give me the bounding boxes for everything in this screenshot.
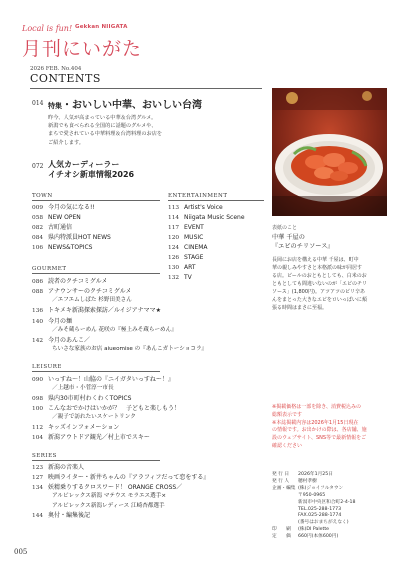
colophon-row (272, 472, 396, 479)
colophon-value: (株)DI Palette (298, 527, 330, 533)
colophon-key: 企画・編集 (272, 485, 296, 491)
section-divider (32, 460, 160, 461)
toc-item[interactable] (32, 464, 84, 472)
toc-item[interactable] (32, 424, 119, 432)
toc-item[interactable] (32, 288, 132, 304)
toc-page: 113 (168, 205, 180, 211)
toc-subtitle: ／みそ蔵らーめん 花咲の『極上みそ蔵らーめん』 (52, 327, 177, 333)
toc-page: 082 (32, 225, 44, 231)
cover-name-line: 『エビのチリソース』 (272, 242, 334, 250)
toc-page: 106 (32, 245, 44, 251)
toc-title: MUSIC (184, 234, 204, 241)
toc-title: EVENT (184, 224, 204, 231)
colophon-row (272, 500, 396, 507)
toc-page: 058 (32, 215, 44, 221)
cover-body-line: ともとしても間違いないのが「エビのチリ (272, 281, 368, 287)
feature-title-text: おいしい中華、おいしい台湾 (72, 100, 202, 111)
toc-item[interactable] (32, 224, 72, 232)
toc-title: 県内特派員HOT NEWS (48, 234, 111, 241)
toc-title: 古町通信 (48, 224, 73, 231)
toc-item[interactable] (32, 376, 174, 392)
toc-page: 104 (32, 435, 44, 441)
toc-title: キッズインフォメーション (48, 424, 120, 431)
toc-page: 088 (32, 289, 44, 295)
colophon-value: (番号はおまちがえなく) (298, 520, 349, 526)
feature-tag: 特集 (48, 102, 62, 110)
cover-body-line: る店。ビールのおともとしても、白米のお (272, 273, 367, 279)
toc-title: NEW OPEN (48, 214, 81, 221)
toc-item[interactable] (32, 244, 92, 252)
toc-title: Artist's Voice (184, 204, 223, 211)
toc-subtitle: アルビレックス新潟 マテウス モラエス選手× (52, 493, 167, 499)
toc-page: 124 (168, 245, 180, 251)
colophon-row (272, 534, 396, 541)
toc-item[interactable] (32, 337, 207, 353)
toc-title: 今月の麺 (48, 318, 73, 325)
cover-body-line: 華の親しみやすさと本格派の味が同居す (272, 265, 363, 271)
toc-title: トキメキ新潟探索探訪／ルイジアナママ★ (48, 307, 161, 314)
toc-page: 126 (168, 255, 180, 261)
cover-body-line: んをまとった大きなエビをロいっぱいに頬 (272, 297, 367, 303)
toc-page: 009 (32, 205, 44, 211)
cover-body-line: ソース」(1,800円)。アツアツのピリ辛あ (272, 289, 365, 295)
toc-subtitle: ／エフエムしばた 杉野田美さん (52, 297, 132, 303)
colophon-key: 印 刷 (272, 527, 291, 533)
logo-brand: Gekkan NIIGATA (75, 24, 128, 30)
feature-line: 新潟でも食べられる全国的に話題のグルメや、 (48, 123, 157, 130)
toc-title: CINEMA (184, 244, 208, 251)
toc-page: 112 (32, 425, 44, 431)
note-line: ※掲載価格は一部を除き、消費税込みの (272, 404, 361, 410)
section-divider (32, 371, 160, 372)
colophon-value: 新潟市中央区和合町2-4-18 (298, 499, 356, 505)
toc-title: Niigata Music Scene (184, 214, 245, 221)
toc-title: 県内30市町村わくわくTOPICS (48, 395, 132, 402)
toc-item[interactable] (32, 405, 180, 421)
toc-item[interactable] (32, 204, 95, 212)
toc-page: 114 (168, 215, 180, 221)
toc-page: 084 (32, 235, 44, 241)
toc-page: 098 (32, 396, 44, 402)
note-line: 総額表示です (272, 411, 303, 418)
section-divider (32, 273, 160, 274)
ebi-chili-image (272, 88, 387, 216)
toc-item[interactable] (168, 244, 208, 252)
toc-page: 140 (32, 319, 44, 325)
toc-title: アナウンサーのクチコミグルメ (48, 288, 132, 295)
toc-page: 090 (32, 377, 44, 383)
toc-page: 117 (168, 225, 180, 231)
colophon-row (272, 486, 396, 493)
toc-page: 127 (32, 475, 44, 481)
colophon-value: 〒950-0965 (298, 492, 326, 498)
toc-title: 新潟アウトドア観光／村上市でスキー (48, 434, 150, 441)
toc-title: STAGE (184, 254, 204, 261)
toc-page: 123 (32, 465, 44, 471)
car-feature-line: 人気カーディーラー (48, 160, 120, 169)
issue-number: 2026 FEB. No.404 (30, 66, 82, 72)
toc-subtitle: ／上越市・小菅淳一市長 (52, 385, 114, 391)
section-heading-series: SERIES (32, 453, 57, 459)
toc-title: いっすね～！山脇の『ニイガタいっすねー！』 (48, 376, 174, 383)
note-line: の情報です。お出かけの際は、各店舗、施 (272, 427, 367, 434)
toc-item[interactable] (168, 214, 245, 222)
note-line: 設のウェブサイト、SNS等で最新情報をご (272, 435, 367, 442)
colophon-row (272, 479, 396, 486)
colophon (272, 472, 396, 541)
toc-title: 映画ライター・新井ちゃんの『アラフィフだって恋をする』 (48, 474, 210, 481)
toc-item[interactable] (32, 474, 209, 482)
toc-title: 新潟の音楽人 (48, 464, 85, 471)
feature-line: ご紹介します。 (48, 139, 84, 146)
feature-title (48, 96, 202, 111)
section-heading-town: TOWN (32, 193, 53, 199)
feature-description (48, 114, 263, 147)
cover-dish-name (272, 234, 334, 251)
car-feature-line: イチオシ新車情報2026 (48, 170, 135, 179)
colophon-key: 発 行 日 (272, 472, 290, 477)
colophon-value: TEL.025-288-1773 (298, 506, 342, 512)
page-number: 005 (14, 548, 28, 556)
cover-description (272, 256, 390, 312)
toc-item[interactable] (32, 395, 131, 403)
price-notes (272, 404, 390, 451)
colophon-value: FAX.025-288-1774 (298, 513, 342, 519)
section-divider (32, 200, 160, 201)
toc-title: NEWS&TOPICS (48, 244, 93, 251)
toc-item[interactable] (32, 512, 90, 520)
feature-line: まちで愛されている中華料理＆台湾料理のお店を (48, 131, 163, 138)
toc-page: 144 (32, 513, 44, 519)
toc-page: 142 (32, 338, 44, 344)
section-heading-entertainment: ENTERTAINMENT (168, 193, 228, 199)
toc-subtitle: ちいさな家族のお店 aiueomise の『あんこガトーショコラ』 (52, 346, 208, 352)
colophon-value: 穂村孝樹 (298, 478, 317, 484)
toc-item-continued (32, 502, 165, 510)
toc-item[interactable] (32, 234, 111, 242)
section-heading-leisure: LEISURE (32, 364, 62, 370)
toc-page: 130 (168, 265, 180, 271)
colophon-key: 定 価 (272, 534, 291, 540)
cover-label: 表紙のこと (272, 225, 298, 231)
cover-body-line: 長岡にお店を構える中華 千屋は、町中 (272, 257, 359, 263)
toc-page: 120 (168, 235, 180, 241)
magazine-logo: 月刊にいがた (22, 38, 143, 60)
toc-item[interactable] (32, 318, 177, 334)
toc-item[interactable] (168, 204, 223, 212)
toc-title: 奥付・編集後記 (48, 512, 91, 519)
toc-title: TV (184, 274, 192, 281)
toc-title: ART (184, 264, 196, 271)
feature-page-number: 014 (32, 100, 44, 107)
toc-page: 132 (168, 275, 180, 281)
toc-item[interactable] (32, 434, 150, 442)
colophon-value: 2026年1月25日 (298, 472, 333, 477)
toc-item[interactable] (32, 278, 107, 286)
colophon-key: 発 行 人 (272, 478, 290, 484)
toc-item[interactable] (168, 224, 204, 232)
toc-page: 100 (32, 406, 44, 412)
toc-item[interactable] (32, 214, 81, 222)
toc-subtitle: アルビレックス新潟レディース 江崎杏都選手 (52, 503, 165, 509)
feature-tag-sep: ・ (62, 100, 72, 111)
toc-subtitle: ／親子で訪れたいスケートリンク (52, 414, 136, 420)
toc-title: 読者のクチコミグルメ (48, 278, 108, 285)
car-feature-page-number: 072 (32, 163, 44, 170)
colophon-row (272, 493, 396, 500)
car-feature-title (48, 160, 134, 180)
toc-item[interactable] (32, 484, 182, 500)
toc-title: 妖精乗りするクロスワード！ ORANGE CROSS／ (48, 484, 183, 491)
cover-dish-photo (272, 88, 387, 216)
toc-page: 134 (32, 485, 44, 491)
toc-item[interactable] (168, 234, 203, 242)
toc-title: こんなおでかけはいかが？ 子どもと楽しもう！ (48, 405, 180, 412)
header-divider (30, 88, 262, 89)
toc-title: 今月の気になる!! (48, 204, 95, 211)
section-heading-gourmet: GOURMET (32, 266, 67, 272)
cover-name-line: 中華 千屋の (272, 234, 305, 241)
note-line: ※本誌掲載内容は2026年1月15日現在 (272, 419, 359, 426)
colophon-value: (株)ジョイフルタウン (298, 485, 344, 491)
contents-heading: CONTENTS (30, 72, 101, 85)
logo-tagline: Local is fun! (22, 24, 73, 33)
section-divider (168, 200, 264, 201)
colophon-value: 660円(本体600円) (298, 534, 339, 540)
toc-page: 136 (32, 308, 44, 314)
toc-item[interactable] (168, 274, 192, 282)
toc-item[interactable] (32, 307, 161, 315)
toc-page: 086 (32, 279, 44, 285)
feature-line: 昨今、人気が高まっている中華＆台湾グルメ。 (48, 115, 157, 121)
toc-item[interactable] (168, 264, 196, 272)
note-line: 確認ください (272, 442, 303, 449)
cover-body-line: 張る時間はまさに至福。 (272, 305, 328, 311)
toc-title: 今月のあんこ／ (48, 337, 91, 344)
toc-item[interactable] (168, 254, 203, 262)
